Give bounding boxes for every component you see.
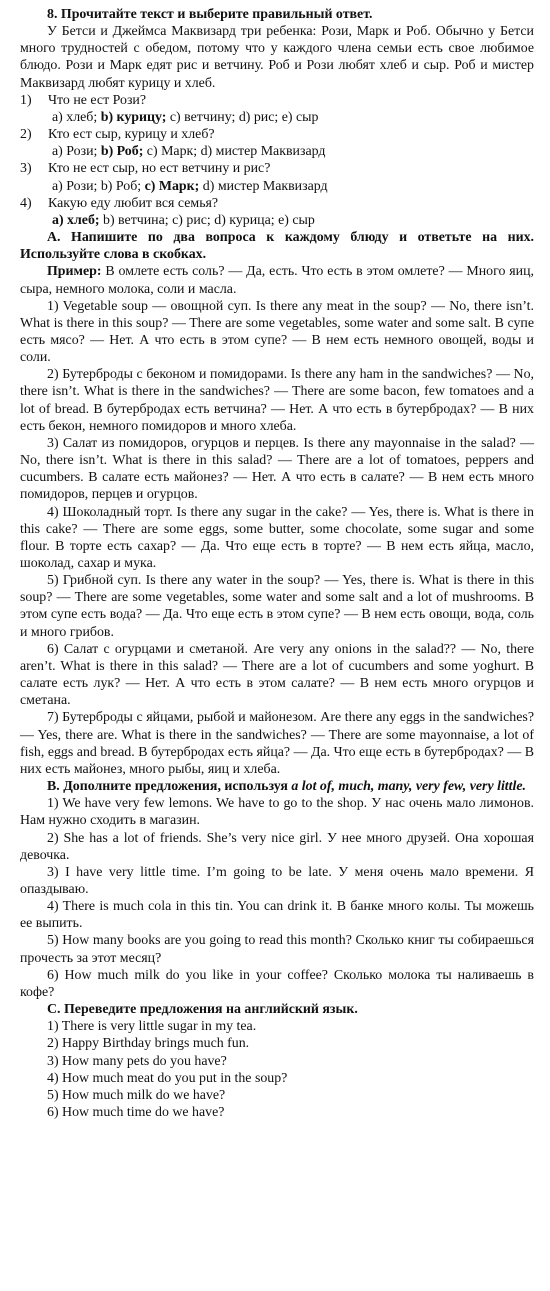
section-a-heading: А. Напишите по два вопроса к каждому блюду и ответьте на них. Используйте слова в скобках. — [20, 230, 534, 263]
example-text: В омлете есть соль? — Да, есть. Что есть в этом омлете? — Много яиц, сыра, немного молока, соли и масла. — [20, 264, 534, 297]
options-before: а) Рози; b) Роб; — [52, 178, 145, 194]
question-2 — [20, 126, 534, 143]
options-before: а) хлеб; — [52, 109, 101, 125]
section-b-item-2: 2) She has a lot of friends. She’s very nice girl. У нее много друзей. Она хорошая девочка. — [20, 830, 534, 863]
correct-answer: а) хлеб; — [52, 212, 100, 228]
options-after: d) мистер Маквизард — [199, 178, 328, 194]
answer-options-2 — [20, 143, 534, 160]
question-text: Кто ест сыр, курицу и хлеб? — [48, 127, 215, 143]
options-after: b) ветчина; c) рис; d) курица; e) сыр — [99, 212, 315, 228]
question-number: 2) — [20, 127, 32, 143]
section-c-heading: С. Переведите предложения на английский язык. — [47, 1002, 358, 1018]
section-a-item-5: 5) Грибной суп. Is there any water in the soup? — Yes, there is. What is there in this soup? — There are some vegetables, some water and some salt and a lot of mushrooms. В этом супе есть вода? — Да. Что еще есть в этом супе? — В нем есть овощи, вода, соль и много грибов. — [20, 573, 534, 640]
question-4 — [20, 195, 534, 212]
section-a-item-1: 1) Vegetable soup — овощной суп. Is there any meat in the soup? — No, there isn’t. What is there in this soup? — There are some vegetables, some water and some salt. В супе есть мясо? — Нет. А что есть в этом супе? — В нем есть немного овощей, воды и соли. — [20, 298, 534, 366]
correct-answer: b) Роб; — [100, 144, 144, 160]
question-number: 4) — [20, 195, 32, 211]
section-c-item-4: 4) How much meat do you put in the soup? — [47, 1070, 288, 1086]
task8-title: 8. Прочитайте текст и выберите правильный ответ. — [47, 7, 373, 22]
task8-text: У Бетси и Джеймса Маквизард три ребенка: Рози, Марк и Роб. Обычно у Бетси много трудностей с обедом, потому что у каждого члена семьи есть свое любимое блюдо. Рози и Марк едят рис и ветчину. Роб и Рози любят хлеб и сыр. Роб и мистер Маквизард любят курицу и хлеб. — [20, 24, 534, 91]
section-a-item-6: 6) Салат с огурцами и сметаной. Are very any onions in the salad?? — No, there aren’t. What is there in this salad? — There are a lot of cucumbers and some yoghurt. В салате есть лук? — Нет. А что есть в этом салате? — В нем есть много огурцов и сметана. — [20, 641, 534, 709]
answer-options-1 — [20, 109, 534, 126]
section-b-heading — [20, 778, 534, 795]
question-text: Кто не ест сыр, но ест ветчину и рис? — [48, 161, 271, 177]
correct-answer: b) курицу; — [100, 109, 167, 125]
task8-questions — [20, 92, 534, 229]
options-after: c) Марк; d) мистер Маквизард — [143, 144, 326, 160]
section-a-item-3: 3) Салат из помидоров, огурцов и перцев. Is there any mayonnaise in the salad? — No, there isn’t. What is there in this salad? — There are a lot of tomatoes, peppers and cucumbers. В салате есть майонез? — Нет. А что есть в салате? — В нем есть много помидоров, перцев и огурцов. — [20, 435, 534, 503]
question-1 — [20, 92, 534, 109]
question-text: Какую еду любит вся семья? — [48, 195, 219, 211]
section-c-item-5: 5) How much milk do we have? — [47, 1087, 226, 1103]
section-b-item-3: 3) I have very little time. I’m going to be late. У меня очень мало времени. Я опаздываю. — [20, 864, 534, 897]
options-before: а) Рози; — [52, 144, 101, 160]
section-c-item-6: 6) How much time do we have? — [47, 1105, 225, 1120]
section-a-item-4: 4) Шоколадный торт. Is there any sugar in the cake? — Yes, there is. What is there in this cake? — There are some eggs, some butter, some chocolate, some sugar and some flour. В торте есть сахар? — Да. Что еще есть в торте? — В нем есть яйца, масло, шоколад, сахар и мука. — [20, 504, 534, 571]
options-after: c) ветчину; d) рис; e) сыр — [166, 109, 319, 125]
section-a-example — [20, 263, 534, 297]
section-b-item-5: 5) How many books are you going to read this month? Сколько книг ты собираешься прочесть за этот месяц? — [20, 933, 534, 966]
question-number: 1) — [20, 92, 32, 108]
section-a-item-7: 7) Бутерброды с яйцами, рыбой и майонезом. Are there any eggs in the sandwiches? — Yes, there are. What is there in the sandwiches? — There are some mayonnaise, a lot of fish, eggs and bread. В бутербродах есть яйца? — Да. Что еще есть в бутербродах? — В них есть майонез, много рыбы, яиц и хлеба. — [20, 710, 534, 777]
example-label: Пример: — [47, 264, 102, 280]
section-b-heading-text: В. Дополните предложения, используя — [47, 779, 292, 795]
section-b-item-4: 4) There is much cola in this tin. You can drink it. В банке много колы. Ты можешь ее выпить. — [20, 899, 534, 932]
correct-answer: c) Марк; — [144, 178, 200, 194]
section-b-heading-words: a lot of, much, many, very few, very little. — [291, 779, 527, 795]
question-3 — [20, 160, 534, 177]
section-c-item-3: 3) How many pets do you have? — [47, 1053, 227, 1069]
question-text: Что не ест Рози? — [48, 92, 147, 108]
question-number: 3) — [20, 161, 32, 177]
section-c-item-1: 1) There is very little sugar in my tea. — [47, 1019, 257, 1035]
section-b-item-1: 1) We have very few lemons. We have to go to the shop. У нас очень мало лимонов. Нам нужно сходить в магазин. — [20, 796, 534, 829]
section-b-item-6: 6) How much milk do you like in your coffee? Сколько молока ты наливаешь в кофе? — [20, 967, 534, 1000]
section-a-item-2: 2) Бутерброды с беконом и помидорами. Is there any ham in the sandwiches? — No, there isn’t. What is there in the sandwiches? — There are some bacon, few tomatoes and a lot of bread. В бутербродах есть ветчина? — Нет. А что есть в бутербродах? — В них есть бекон, немного помидоров и много хлеба. — [20, 367, 534, 434]
section-c-item-2: 2) Happy Birthday brings much fun. — [47, 1036, 250, 1052]
answer-options-4 — [20, 212, 534, 229]
answer-options-3 — [20, 178, 534, 195]
